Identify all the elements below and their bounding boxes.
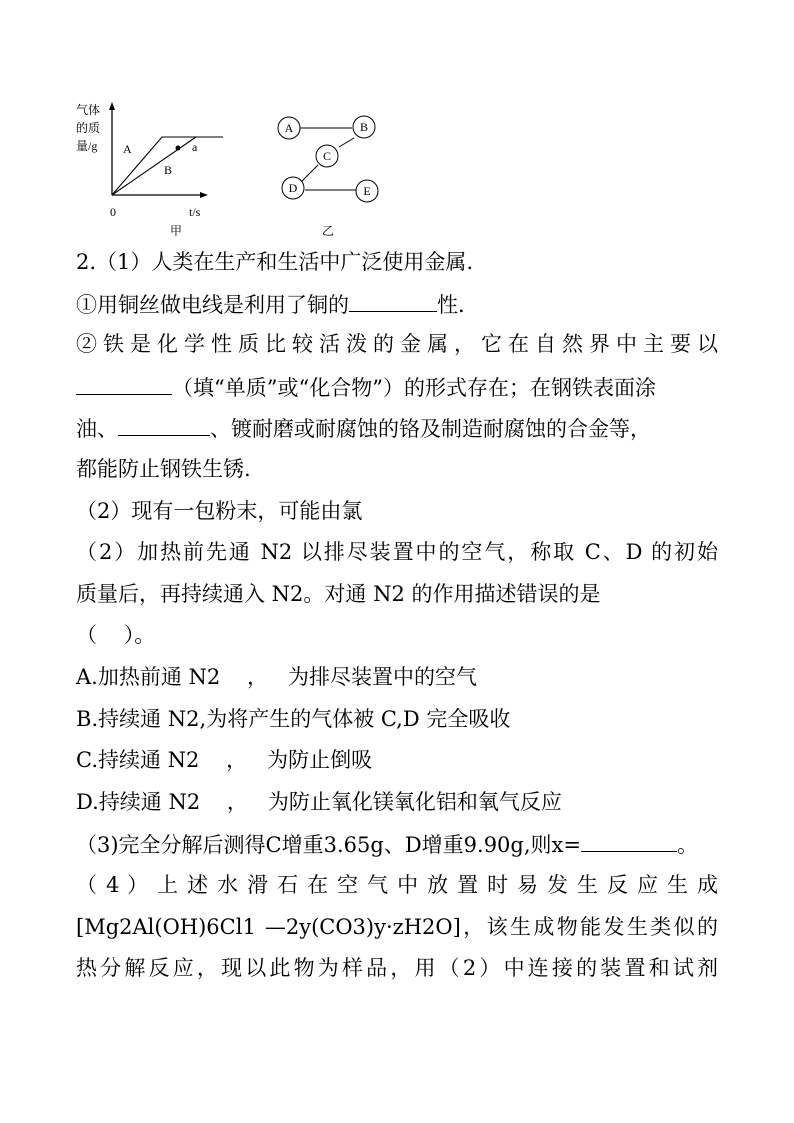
question-2-1-item2: ②铁是化学性质比较活泼的金属，它在自然界中主要以 — [76, 332, 718, 356]
node-c — [316, 145, 338, 167]
question-2-4-formula: [Mg2Al(OH)6Cl1 —2y(CO3)y·zH2O]，该生成物能发生类似的 — [76, 915, 718, 939]
answer-blank-rust-prevention — [118, 413, 210, 436]
svg-text:E: E — [363, 184, 371, 198]
option-b: B.持续通 N2,为将产生的气体被 C,D 完全吸收 — [76, 707, 511, 731]
question-2-2-powder: （2）现有一包粉末，可能由氯 — [76, 499, 363, 523]
node-a — [278, 117, 300, 139]
origin-label: 0 — [110, 205, 116, 219]
answer-blank-iron-form — [76, 372, 172, 395]
y-axis-arrow — [109, 102, 115, 110]
question-2-2-stem: （2）加热前先通 N2 以排尽装置中的空气，称取 C、D 的初始 — [76, 540, 718, 564]
y-label-3: 量/g — [76, 139, 98, 153]
caption-jia: 甲 — [170, 224, 183, 238]
answer-blank-x — [581, 829, 677, 852]
question-2-1-item2-cont2: 油、 、镀耐磨或耐腐蚀的铬及制造耐腐蚀的合金等， — [76, 413, 651, 443]
question-2-1-stem: 2.（1）人类在生产和生活中广泛使用金属. — [76, 250, 474, 274]
svg-text:D: D — [288, 181, 298, 195]
question-2-1-item2-cont3: 都能防止钢铁生锈. — [76, 457, 251, 481]
x-axis-arrow — [200, 192, 208, 198]
question-2-1-item1: ①用铜丝做电线是利用了铜的 性. — [76, 289, 465, 319]
line-a-label: A — [123, 142, 132, 156]
figure-jia-graph — [70, 100, 240, 240]
figure-yi-diagram — [268, 110, 388, 240]
y-label-2: 的质 — [76, 121, 101, 135]
edge-b-c — [339, 138, 354, 147]
node-b — [353, 116, 375, 138]
edge-c-d — [302, 165, 318, 181]
question-2-2-stem-cont: 质量后，再持续通入 N2。对通 N2 的作用描述错误的是 — [76, 582, 601, 606]
point-a-label: a — [192, 140, 198, 154]
svg-text:A: A — [284, 121, 294, 135]
option-c: C.持续通 N2 ， 为防止倒吸 — [76, 748, 373, 772]
line-b-label: B — [164, 163, 173, 177]
node-d — [282, 177, 304, 199]
option-d: D.持续通 N2 ， 为防止氧化镁氧化铝和氧气反应 — [76, 790, 562, 814]
y-label-1: 气体 — [76, 103, 101, 117]
question-2-4-stem: （ 4 ） 上 述 水 滑 石 在 空 气 中 放 置 时 易 发 生 反 应 生 成 — [76, 873, 718, 897]
option-a: A.加热前通 N2 ， 为排尽装置中的空气 — [76, 665, 477, 689]
question-2-1-item2-cont: （填“单质”或“化合物”）的形式存在；在钢铁表面涂 — [76, 372, 656, 402]
x-axis-label: t/s — [189, 205, 201, 219]
question-2-4-cont: 热分解反应，现以此物为样品，用（2）中连接的装置和试剂 — [76, 956, 718, 980]
question-2-2-bracket: （ ）。 — [76, 623, 156, 647]
caption-yi: 乙 — [322, 224, 335, 238]
point-a-marker — [176, 146, 181, 151]
svg-text:B: B — [359, 120, 369, 134]
figure-jia — [70, 100, 240, 240]
answer-blank-copper-property — [349, 289, 437, 312]
svg-text:C: C — [322, 149, 332, 163]
node-e — [356, 180, 378, 202]
figure-yi — [268, 110, 388, 240]
question-2-3: （3)完全分解后测得C增重3.65g、D增重9.90g,则x= 。 — [76, 829, 698, 859]
